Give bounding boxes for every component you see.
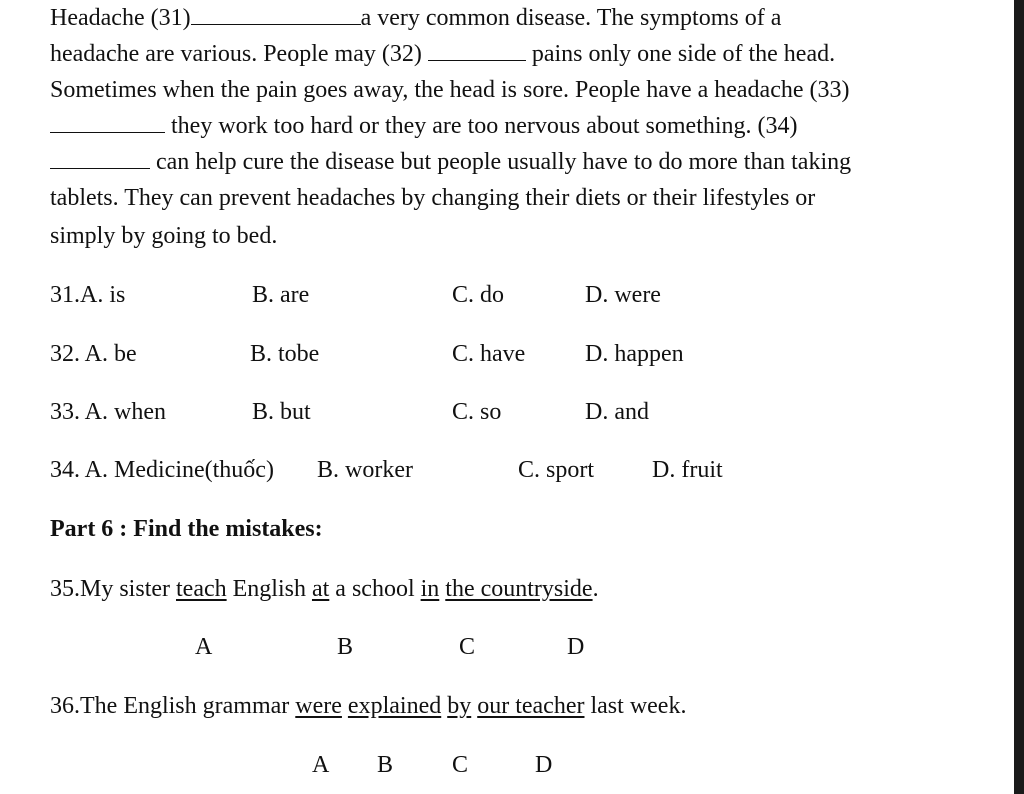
q31-option-c[interactable]: C. do xyxy=(452,282,505,308)
passage-line-2 xyxy=(50,40,835,68)
part6-heading: Part 6 : Find the mistakes: xyxy=(50,516,323,542)
q36-underlined-d[interactable]: our teacher xyxy=(477,693,585,719)
passage-line-7: simply by going to bed. xyxy=(50,223,278,249)
q33-option-c[interactable]: C. so xyxy=(452,399,502,425)
q33-option-d[interactable]: D. and xyxy=(585,399,649,425)
q36-underlined-c[interactable]: by xyxy=(447,693,472,719)
q36-label-b: B xyxy=(377,752,394,778)
passage-text: headache are various. People may (32) xyxy=(50,41,422,67)
passage-line-1 xyxy=(50,4,781,32)
q31-option-a[interactable]: 31.A. is xyxy=(50,282,126,308)
q31-option-b[interactable]: B. are xyxy=(252,282,310,308)
passage-line-4 xyxy=(50,112,798,140)
q36-label-c: C xyxy=(452,752,469,778)
q35-text: English xyxy=(226,576,312,602)
q36-label-d: D xyxy=(535,752,553,778)
q35-label-c: C xyxy=(459,634,476,660)
q32-option-d[interactable]: D. happen xyxy=(585,341,684,367)
q35-text: . xyxy=(592,576,599,602)
q34-option-b[interactable]: B. worker xyxy=(317,457,413,483)
q36-label-a: A xyxy=(312,752,330,778)
blank-32[interactable] xyxy=(428,40,526,61)
q35-text: 35.My sister xyxy=(50,576,176,602)
q33-option-a[interactable]: 33. A. when xyxy=(50,399,166,425)
page-edge xyxy=(1014,0,1024,794)
q35-underlined-a[interactable]: teach xyxy=(176,576,227,602)
passage-text: they work too hard or they are too nervous about something. (34) xyxy=(171,113,798,139)
q36-text: 36.The English grammar xyxy=(50,693,296,719)
q36-underlined-b[interactable]: explained xyxy=(347,693,442,719)
passage-text: Headache (31) xyxy=(50,5,191,31)
q35-sentence xyxy=(50,575,599,603)
q35-text: a school xyxy=(329,576,421,602)
blank-31[interactable] xyxy=(191,4,361,25)
q34-option-c[interactable]: C. sport xyxy=(518,457,595,483)
q32-option-a[interactable]: 32. A. be xyxy=(50,341,137,367)
q34-option-d[interactable]: D. fruit xyxy=(652,457,723,483)
q34-option-a[interactable]: 34. A. Medicine(thuốc) xyxy=(50,457,274,483)
q36-text: last week. xyxy=(584,693,687,719)
passage-text: can help cure the disease but people usually have to do more than taking xyxy=(156,149,852,175)
q32-option-b[interactable]: B. tobe xyxy=(250,341,320,367)
q35-underlined-b[interactable]: at xyxy=(311,576,330,602)
passage-line-6: tablets. They can prevent headaches by changing their diets or their lifestyles or xyxy=(50,185,816,211)
passage-text: pains only one side of the head. xyxy=(531,41,836,67)
blank-34[interactable] xyxy=(50,148,150,169)
q33-option-b[interactable]: B. but xyxy=(252,399,311,425)
blank-33[interactable] xyxy=(50,112,165,133)
passage-line-3: Sometimes when the pain goes away, the head is sore. People have a headache (33) xyxy=(50,77,850,103)
q35-label-b: B xyxy=(337,634,354,660)
q31-option-d[interactable]: D. were xyxy=(585,282,661,308)
passage-line-5 xyxy=(50,148,851,176)
q36-underlined-a[interactable]: were xyxy=(295,693,342,719)
q32-option-c[interactable]: C. have xyxy=(452,341,526,367)
q35-underlined-d[interactable]: the countryside xyxy=(445,576,593,602)
q35-underlined-c[interactable]: in xyxy=(420,576,440,602)
q36-sentence xyxy=(50,692,686,720)
q35-label-d: D xyxy=(567,634,585,660)
passage-text: a very common disease. The symptoms of a xyxy=(360,5,782,31)
q35-label-a: A xyxy=(195,634,213,660)
